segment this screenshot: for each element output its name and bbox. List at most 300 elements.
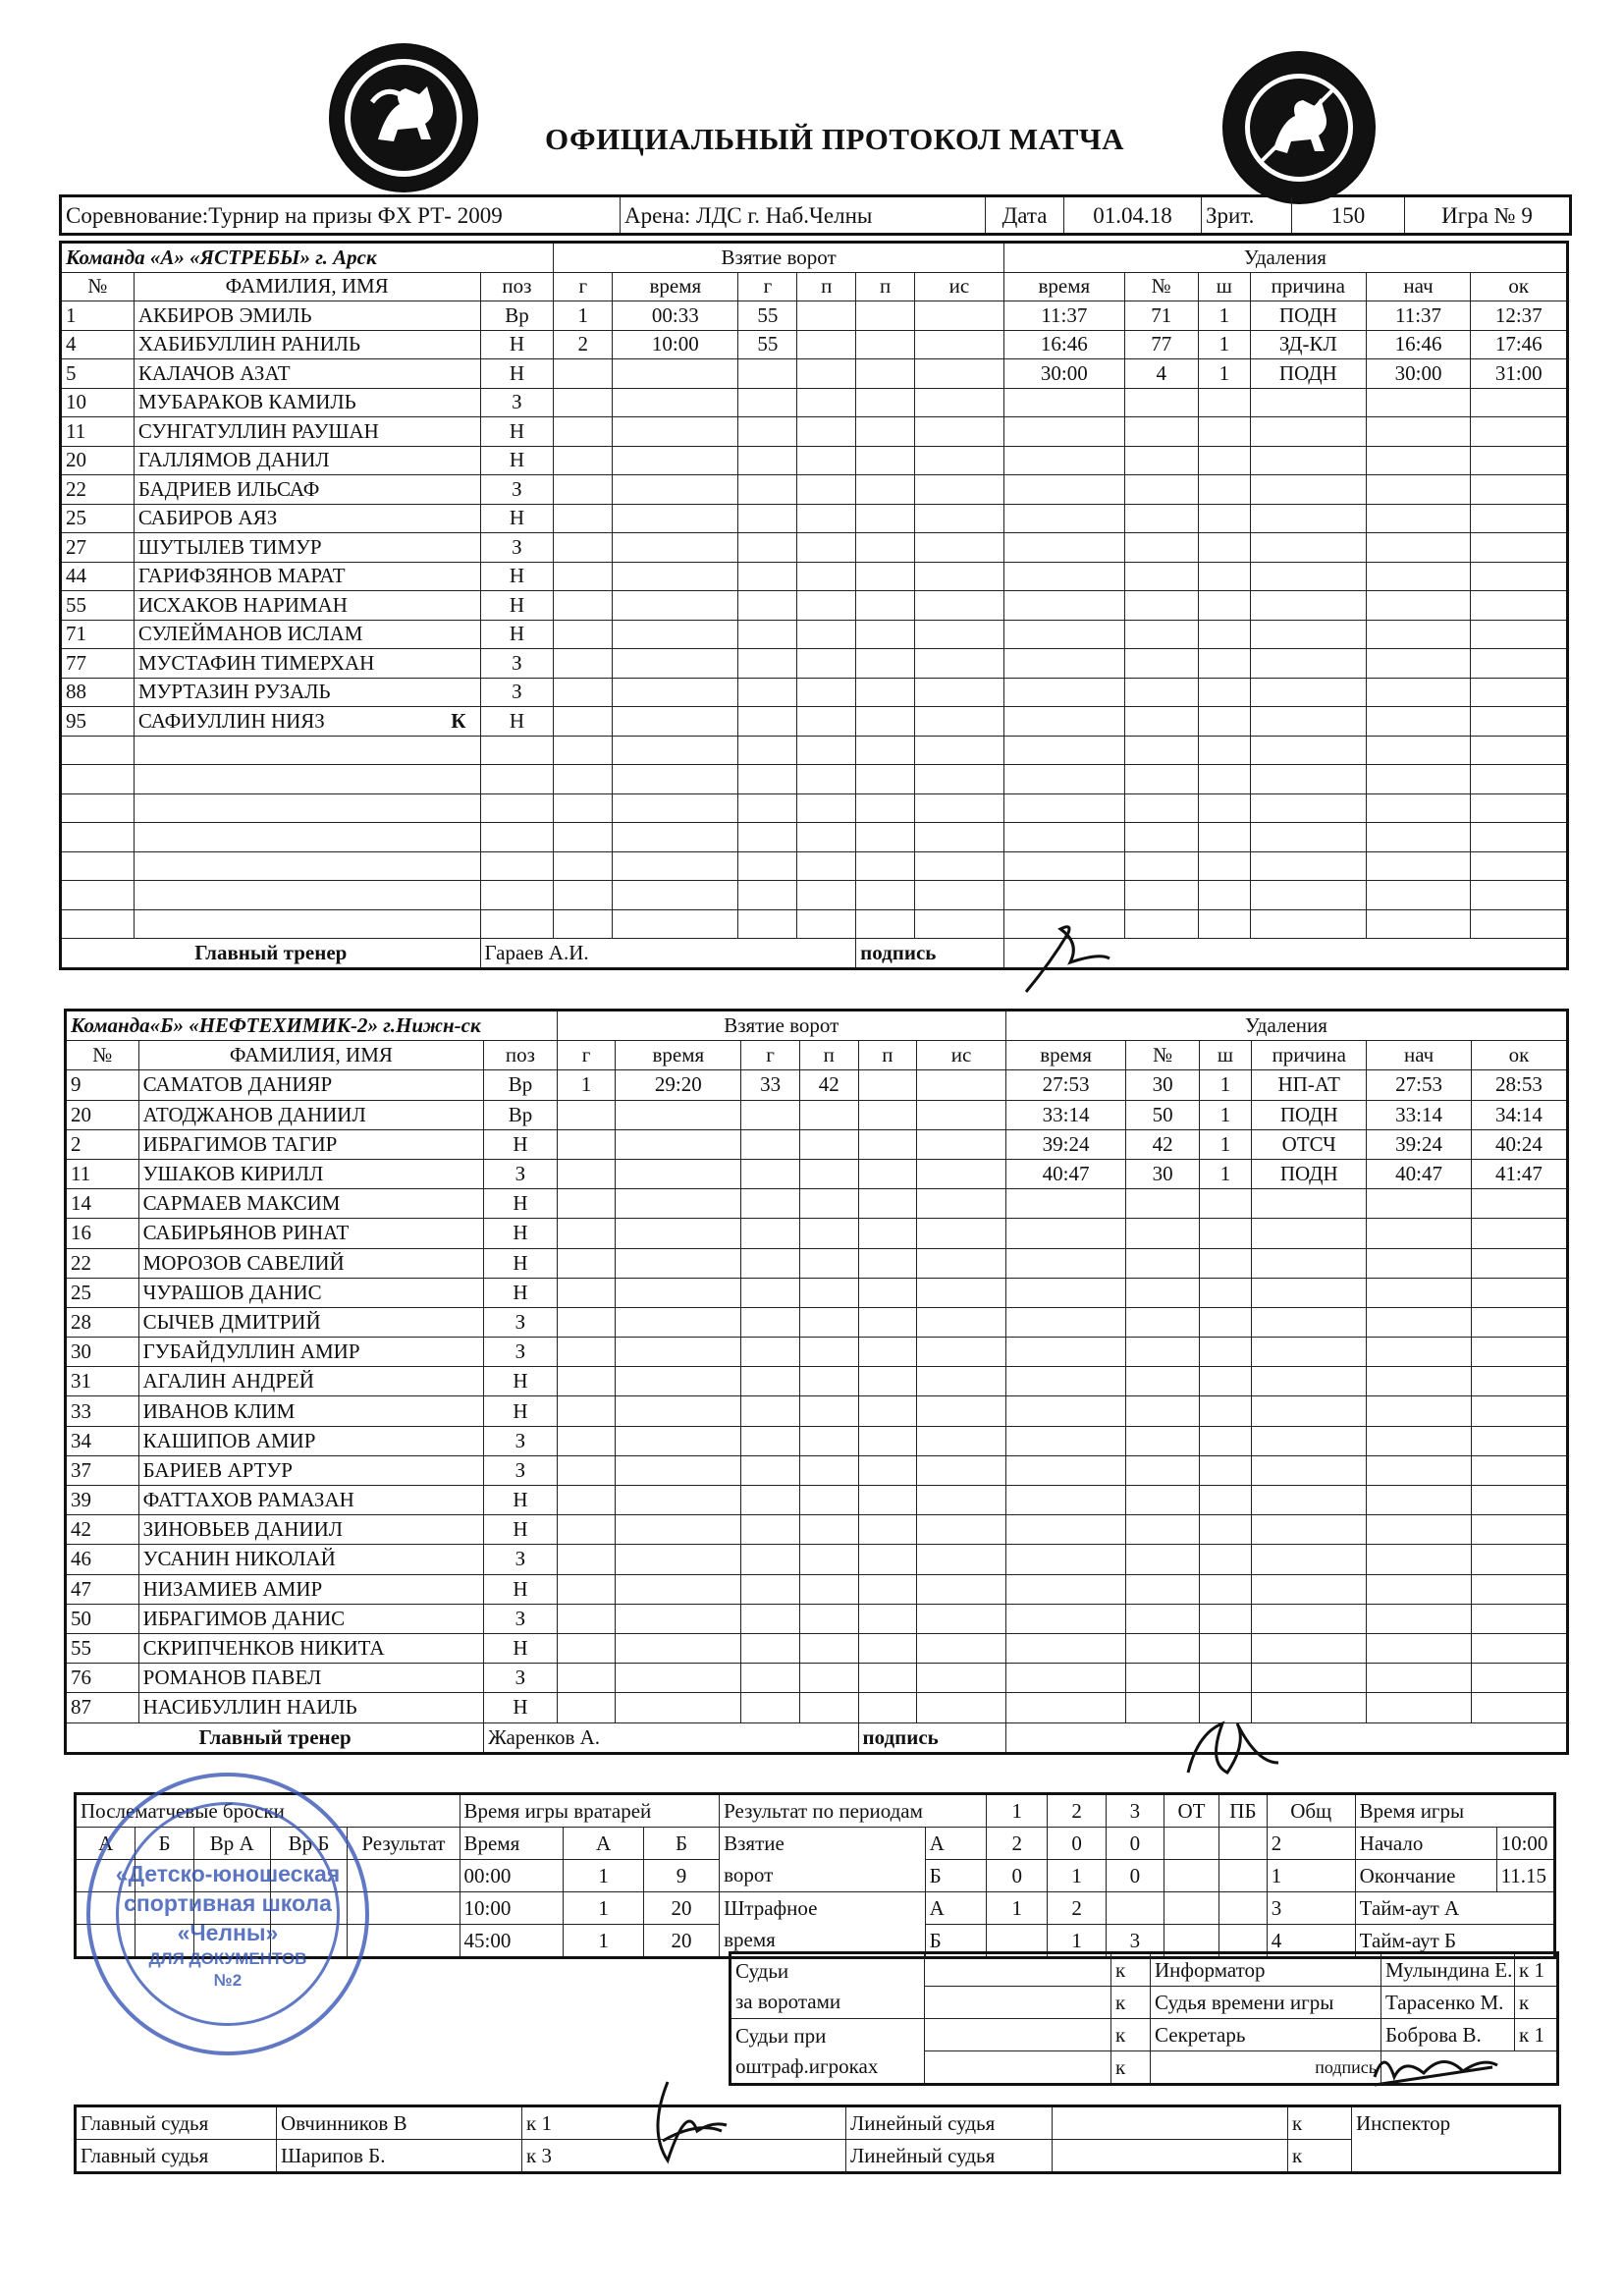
player-position: Н — [484, 1189, 558, 1219]
goal-number — [554, 881, 613, 910]
penalty-end — [1471, 649, 1568, 679]
game-number: Игра № 9 — [1405, 196, 1571, 235]
goalie-row-2-b: 20 — [643, 1892, 719, 1925]
player-position: Н — [480, 562, 554, 591]
goal-time — [613, 388, 738, 417]
goal-number — [557, 1455, 616, 1485]
player-number: 95 — [61, 707, 135, 737]
stamp-line-4: ДЛЯ ДОКУМЕНТОВ — [148, 1949, 307, 1968]
penalty-reason — [1251, 678, 1367, 707]
penalty-reason — [1251, 881, 1367, 910]
player-number: 11 — [66, 1159, 139, 1188]
pen-a-total: 3 — [1267, 1892, 1355, 1925]
goal-situation — [915, 388, 1004, 417]
table-row — [61, 533, 1568, 563]
goal-number — [557, 1396, 616, 1426]
player-number: 37 — [66, 1455, 139, 1485]
goal-number: 1 — [554, 301, 613, 331]
goal-assist-1 — [799, 1219, 858, 1248]
player-position: Н — [480, 707, 554, 737]
signature-label: подпись — [858, 1722, 1005, 1753]
player-name: УШАКОВ КИРИЛЛ — [138, 1159, 484, 1188]
penalty-player — [1124, 446, 1198, 475]
goal-scorer — [741, 1515, 800, 1545]
penalty-start: 30:00 — [1366, 359, 1471, 389]
column-header: ш — [1198, 272, 1250, 301]
goal-situation — [915, 446, 1004, 475]
goals-a-total: 2 — [1267, 1828, 1355, 1860]
period-2-header: 2 — [1048, 1794, 1106, 1828]
table-row — [66, 1693, 1568, 1722]
penalty-player — [1126, 1604, 1200, 1633]
penalty-player — [1124, 678, 1198, 707]
penalty-reason — [1251, 765, 1367, 794]
player-position: Н — [484, 1396, 558, 1426]
penalty-time: 11:37 — [1003, 301, 1124, 331]
penalty-reason — [1251, 475, 1367, 505]
player-number: 20 — [61, 446, 135, 475]
penalty-player — [1126, 1574, 1200, 1604]
penalty-minutes — [1198, 707, 1250, 737]
goal-situation — [915, 359, 1004, 389]
goal-scorer — [738, 359, 797, 389]
goal-assist-1 — [797, 475, 856, 505]
player-name: ГАЛЛЯМОВ ДАНИЛ — [134, 446, 480, 475]
penalty-player — [1126, 1338, 1200, 1367]
table-row — [61, 330, 1568, 359]
goal-situation — [915, 909, 1004, 939]
goal-time — [616, 1307, 741, 1337]
player-number — [61, 765, 135, 794]
player-position: Н — [484, 1219, 558, 1248]
goal-time — [613, 649, 738, 679]
player-position: З — [480, 388, 554, 417]
penalty-reason — [1252, 1604, 1367, 1633]
goal-judges-label: Судьи за воротами — [731, 1953, 925, 2019]
penalty-minutes — [1198, 765, 1250, 794]
goal-assist-2 — [856, 649, 915, 679]
penalty-minutes — [1198, 504, 1250, 533]
goal-assist-1 — [799, 1367, 858, 1396]
player-position: Н — [480, 591, 554, 621]
player-number — [61, 736, 135, 765]
goalie-row-2-a: 1 — [564, 1892, 643, 1925]
goal-time — [616, 1100, 741, 1129]
player-number: 47 — [66, 1574, 139, 1604]
goal-assist-2 — [858, 1307, 917, 1337]
penalty-time — [1005, 1693, 1126, 1722]
goal-situation — [915, 765, 1004, 794]
penalty-player: 77 — [1124, 330, 1198, 359]
goals-label: Взятие ворот — [720, 1828, 926, 1892]
column-header: ФАМИЛИЯ, ИМЯ — [134, 272, 480, 301]
player-number: 11 — [61, 417, 135, 447]
column-header: причина — [1252, 1041, 1367, 1070]
goalie-row-3-b: 20 — [643, 1925, 719, 1958]
penalty-end — [1471, 533, 1568, 563]
penalty-end — [1471, 1545, 1567, 1574]
penalty-time: 16:46 — [1003, 330, 1124, 359]
goal-situation — [915, 330, 1004, 359]
informer-k: к 1 — [1515, 1953, 1558, 1987]
table-row — [66, 1664, 1568, 1693]
goal-number — [557, 1633, 616, 1663]
goal-situation — [917, 1574, 1006, 1604]
player-number: 22 — [66, 1248, 139, 1278]
penalty-time — [1005, 1426, 1126, 1455]
emblem-leopard-icon — [329, 43, 478, 192]
table-row — [66, 1248, 1568, 1278]
goal-scorer: 55 — [738, 301, 797, 331]
goal-time — [613, 736, 738, 765]
goal-time — [616, 1278, 741, 1307]
goal-assist-1 — [799, 1633, 858, 1663]
penalty-judge-1 — [925, 2019, 1111, 2051]
player-position: З — [480, 475, 554, 505]
penalty-minutes — [1199, 1515, 1251, 1545]
penalty-reason — [1251, 707, 1367, 737]
table-row — [61, 707, 1568, 737]
end-value: 11.15 — [1496, 1860, 1554, 1892]
penalty-reason — [1252, 1455, 1367, 1485]
stamp-line-5: №2 — [213, 1971, 243, 1990]
table-row — [66, 1426, 1568, 1455]
penalty-player — [1124, 562, 1198, 591]
penalty-end — [1471, 707, 1568, 737]
penalty-minutes — [1198, 620, 1250, 649]
player-number: 44 — [61, 562, 135, 591]
secretary-k: к 1 — [1515, 2019, 1558, 2051]
player-position — [480, 881, 554, 910]
goal-scorer — [738, 736, 797, 765]
table-row — [61, 301, 1568, 331]
penalty-minutes — [1198, 446, 1250, 475]
penalty-end — [1471, 591, 1568, 621]
table-row — [61, 591, 1568, 621]
goal-situation — [917, 1515, 1006, 1545]
column-header: п — [797, 272, 856, 301]
penalty-minutes — [1198, 909, 1250, 939]
player-number: 31 — [66, 1367, 139, 1396]
goal-number — [554, 649, 613, 679]
goal-assist-2 — [858, 1189, 917, 1219]
spectators-value: 150 — [1292, 196, 1405, 235]
goal-scorer — [738, 388, 797, 417]
goal-assist-1 — [797, 707, 856, 737]
penalty-player — [1124, 475, 1198, 505]
goal-time — [616, 1367, 741, 1396]
goal-assist-2 — [856, 591, 915, 621]
penalty-start — [1367, 1515, 1472, 1545]
table-row — [61, 417, 1568, 447]
player-name: СКРИПЧЕНКОВ НИКИТА — [138, 1633, 484, 1663]
goal-judge-2 — [925, 1987, 1111, 2019]
penalty-end — [1471, 1219, 1567, 1248]
player-position: Н — [484, 1633, 558, 1663]
penalty-end — [1471, 823, 1568, 852]
goal-number — [557, 1307, 616, 1337]
goal-assist-2 — [856, 475, 915, 505]
player-position: Н — [480, 446, 554, 475]
main-referee-2-k: к 3 — [522, 2140, 846, 2173]
goal-judge-1 — [925, 1953, 1111, 1987]
penalty-player: 71 — [1124, 301, 1198, 331]
goal-time — [616, 1455, 741, 1485]
table-row — [66, 1367, 1568, 1396]
player-name: МУБАРАКОВ КАМИЛЬ — [134, 388, 480, 417]
penalty-minutes — [1198, 649, 1250, 679]
table-row — [61, 736, 1568, 765]
penalty-judges-label: Судьи при оштраф.игроках — [731, 2019, 925, 2085]
penalty-start — [1366, 533, 1471, 563]
goal-number — [557, 1545, 616, 1574]
penalty-end — [1471, 620, 1568, 649]
penalty-player — [1124, 881, 1198, 910]
goal-assist-1 — [797, 649, 856, 679]
penalty-minutes: 1 — [1199, 1100, 1251, 1129]
penalty-time — [1003, 533, 1124, 563]
goal-time — [616, 1248, 741, 1278]
goal-assist-1 — [797, 562, 856, 591]
goal-number — [554, 793, 613, 823]
penalty-player: 50 — [1126, 1100, 1200, 1129]
date-label: Дата — [986, 196, 1064, 235]
spectators-label: Зрит. — [1202, 196, 1292, 235]
goal-number — [557, 1278, 616, 1307]
goal-assist-2 — [858, 1604, 917, 1633]
penalty-reason: ОТСЧ — [1252, 1129, 1367, 1159]
penalty-player — [1124, 765, 1198, 794]
goal-time — [613, 504, 738, 533]
player-number: 50 — [66, 1604, 139, 1633]
penalty-reason: НП-АТ — [1252, 1070, 1367, 1100]
goal-situation — [917, 1426, 1006, 1455]
player-number: 9 — [66, 1070, 139, 1100]
penalty-time — [1003, 475, 1124, 505]
penalty-reason — [1252, 1426, 1367, 1455]
penalty-reason — [1252, 1396, 1367, 1426]
goal-number — [557, 1129, 616, 1159]
hockey-federation-icon — [1222, 51, 1376, 204]
penalty-player — [1124, 504, 1198, 533]
goalie-time-title: Время игры вратарей — [460, 1794, 720, 1828]
player-number: 39 — [66, 1486, 139, 1515]
table-row — [66, 1070, 1568, 1100]
goal-scorer — [741, 1338, 800, 1367]
goal-scorer — [741, 1574, 800, 1604]
penalty-end — [1471, 851, 1568, 881]
goal-situation — [917, 1248, 1006, 1278]
penalty-minutes — [1198, 475, 1250, 505]
player-position: Н — [484, 1693, 558, 1722]
penalty-end — [1471, 1633, 1567, 1663]
goalie-col-b: Б — [643, 1828, 719, 1860]
player-position: Н — [484, 1515, 558, 1545]
penalty-player — [1126, 1486, 1200, 1515]
goal-time — [613, 446, 738, 475]
penalty-minutes — [1198, 591, 1250, 621]
penalty-minutes — [1198, 823, 1250, 852]
penalty-time — [1003, 881, 1124, 910]
signature-label: подпись — [856, 939, 1004, 969]
player-number: 71 — [61, 620, 135, 649]
penalty-reason — [1251, 823, 1367, 852]
column-header: ок — [1471, 272, 1568, 301]
penalty-start — [1367, 1396, 1472, 1426]
table-row — [61, 446, 1568, 475]
goal-situation — [917, 1129, 1006, 1159]
goal-scorer — [741, 1396, 800, 1426]
penalty-time — [1003, 504, 1124, 533]
penalty-reason — [1252, 1574, 1367, 1604]
penalty-reason — [1251, 793, 1367, 823]
timekeeper-name: Тарасенко М. — [1381, 1987, 1515, 2019]
goal-scorer — [738, 765, 797, 794]
goals-team-a-label: А — [925, 1828, 986, 1860]
goal-assist-2 — [856, 678, 915, 707]
penalty-end: 28:53 — [1471, 1070, 1567, 1100]
goal-assist-1 — [797, 301, 856, 331]
penalty-minutes: 1 — [1199, 1159, 1251, 1188]
penalty-end — [1471, 1455, 1567, 1485]
column-header: время — [616, 1041, 741, 1070]
timeout-a: Тайм-аут А — [1355, 1892, 1554, 1925]
penalty-time — [1003, 765, 1124, 794]
table-row — [66, 1338, 1568, 1367]
goal-assist-2 — [858, 1426, 917, 1455]
goal-time — [613, 562, 738, 591]
player-number: 4 — [61, 330, 135, 359]
penalty-end — [1471, 562, 1568, 591]
column-header: ш — [1199, 1041, 1251, 1070]
coach-b-signature — [1168, 1704, 1286, 1802]
goals-b-p2: 1 — [1048, 1860, 1106, 1892]
penalty-minutes — [1199, 1426, 1251, 1455]
penalty-end — [1471, 678, 1568, 707]
goal-situation — [917, 1693, 1006, 1722]
goal-number — [554, 591, 613, 621]
penalty-start: 27:53 — [1367, 1070, 1472, 1100]
goal-scorer — [738, 851, 797, 881]
goal-time — [616, 1219, 741, 1248]
goal-assist-1 — [799, 1604, 858, 1633]
penalty-time: 40:47 — [1005, 1159, 1126, 1188]
penalty-end — [1471, 881, 1568, 910]
goal-number — [554, 678, 613, 707]
goal-time: 29:20 — [616, 1070, 741, 1100]
goal-situation — [917, 1486, 1006, 1515]
shootout-col-gk-a: Вр А — [193, 1828, 270, 1860]
penalty-minutes — [1199, 1189, 1251, 1219]
goal-time — [616, 1396, 741, 1426]
player-number: 34 — [66, 1426, 139, 1455]
penalty-minutes — [1198, 388, 1250, 417]
penalty-reason — [1252, 1486, 1367, 1515]
penalty-end: 31:00 — [1471, 359, 1568, 389]
goal-assist-1 — [797, 504, 856, 533]
penalty-time — [1003, 736, 1124, 765]
goal-time — [613, 417, 738, 447]
coach-a-signature — [1011, 913, 1119, 1002]
penalty-end — [1471, 793, 1568, 823]
goal-time — [613, 823, 738, 852]
penalty-end — [1471, 909, 1568, 939]
player-position: З — [484, 1455, 558, 1485]
penalty-start — [1366, 562, 1471, 591]
goal-assist-1 — [797, 678, 856, 707]
penalty-start — [1366, 765, 1471, 794]
player-name: ЗИНОВЬЕВ ДАНИИЛ — [138, 1515, 484, 1545]
penalty-end — [1471, 1574, 1567, 1604]
penalty-start — [1366, 736, 1471, 765]
player-number: 33 — [66, 1396, 139, 1426]
goal-time — [616, 1604, 741, 1633]
pen-team-b-label: Б — [925, 1925, 986, 1958]
pen-a-p2: 2 — [1048, 1892, 1106, 1925]
penalty-minutes — [1199, 1278, 1251, 1307]
penalty-time — [1005, 1338, 1126, 1367]
penalty-start — [1367, 1189, 1472, 1219]
penalty-time — [1005, 1574, 1126, 1604]
penalty-minutes: 1 — [1198, 301, 1250, 331]
penalty-start — [1367, 1278, 1472, 1307]
penalty-time — [1005, 1515, 1126, 1545]
penalty-player — [1126, 1219, 1200, 1248]
column-header: № — [1126, 1041, 1200, 1070]
goal-scorer — [741, 1604, 800, 1633]
penalty-time: 33:14 — [1005, 1100, 1126, 1129]
goal-situation — [917, 1455, 1006, 1485]
goal-assist-2 — [856, 504, 915, 533]
penalty-player — [1124, 823, 1198, 852]
player-name: СЫЧЕВ ДМИТРИЙ — [138, 1307, 484, 1337]
penalty-end — [1471, 1189, 1567, 1219]
goal-scorer — [738, 533, 797, 563]
player-name: МОРОЗОВ САВЕЛИЙ — [138, 1248, 484, 1278]
penalty-reason — [1252, 1367, 1367, 1396]
player-position: Н — [484, 1248, 558, 1278]
player-number: 5 — [61, 359, 135, 389]
timekeeper-k: к — [1515, 1987, 1558, 2019]
penalty-time — [1003, 793, 1124, 823]
goal-assist-1 — [797, 881, 856, 910]
goal-assist-1 — [799, 1307, 858, 1337]
goal-number: 1 — [557, 1070, 616, 1100]
table-row — [61, 851, 1568, 881]
goal-scorer — [738, 591, 797, 621]
goalie-row-1-b: 9 — [643, 1860, 719, 1892]
goal-assist-1 — [797, 417, 856, 447]
goal-situation — [917, 1604, 1006, 1633]
table-row — [61, 881, 1568, 910]
goals-header: Взятие ворот — [554, 243, 1004, 273]
player-number: 88 — [61, 678, 135, 707]
goal-time — [613, 881, 738, 910]
player-name: РОМАНОВ ПАВЕЛ — [138, 1664, 484, 1693]
goal-number — [554, 765, 613, 794]
penalty-player — [1126, 1664, 1200, 1693]
goal-number — [554, 620, 613, 649]
penalty-reason — [1252, 1189, 1367, 1219]
table-row — [66, 1396, 1568, 1426]
player-name: АКБИРОВ ЭМИЛЬ — [134, 301, 480, 331]
goal-number — [557, 1219, 616, 1248]
goal-situation — [915, 504, 1004, 533]
goal-scorer — [741, 1248, 800, 1278]
goal-number — [557, 1515, 616, 1545]
penalty-reason — [1251, 417, 1367, 447]
goal-assist-2 — [858, 1159, 917, 1188]
